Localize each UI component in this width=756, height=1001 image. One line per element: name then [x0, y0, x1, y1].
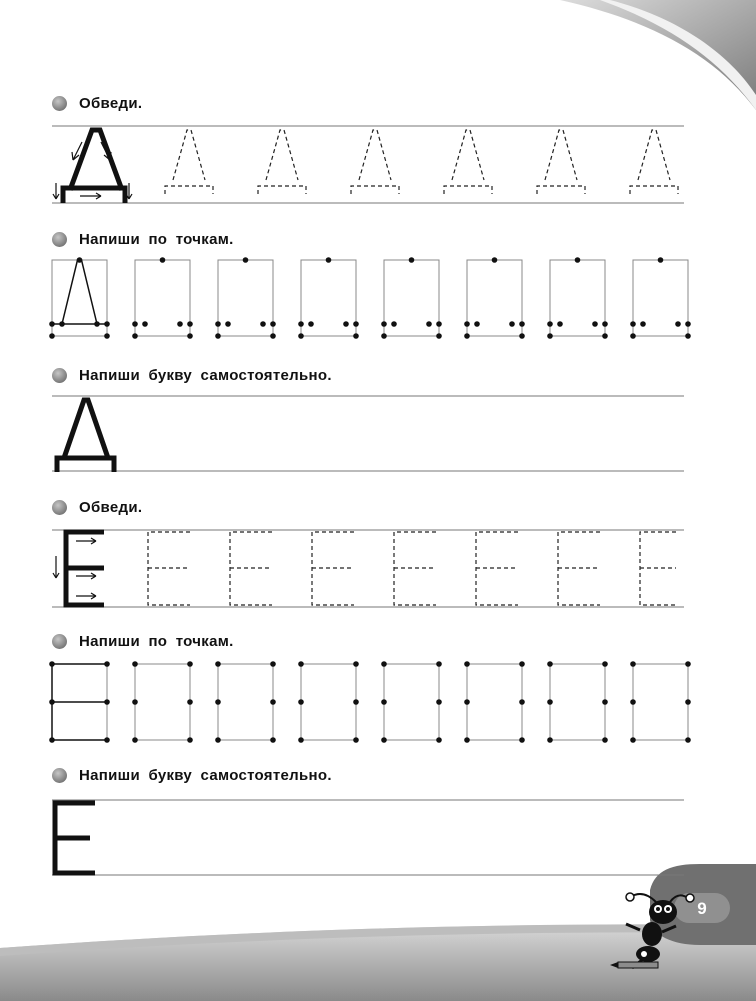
bullet-icon: [52, 500, 67, 515]
letter-d-dashed: [173, 130, 205, 180]
dot-cell: [633, 664, 688, 740]
dot-cell: [384, 664, 439, 740]
dot: [215, 699, 221, 705]
dot: [436, 321, 442, 327]
dot: [298, 699, 304, 705]
dot-cell: [301, 664, 356, 740]
dot: [160, 257, 166, 263]
arrow-icon: [80, 193, 101, 199]
instruction-text: Обведи.: [79, 94, 143, 112]
dot: [142, 321, 148, 327]
dot: [104, 321, 110, 327]
bullet-icon: [52, 634, 67, 649]
dot: [343, 321, 349, 327]
dot: [49, 699, 55, 705]
letter-d-model-base: [57, 458, 114, 472]
dot: [630, 699, 636, 705]
dot: [326, 257, 332, 263]
dot: [436, 333, 442, 339]
arrow-icon: [53, 183, 59, 199]
dot: [509, 321, 515, 327]
arrow-icon: [53, 556, 59, 578]
section-heading-2: [52, 228, 234, 250]
dot: [353, 699, 359, 705]
dot: [187, 661, 193, 667]
bullet-icon: [52, 368, 67, 383]
dot: [298, 661, 304, 667]
dot: [49, 661, 55, 667]
dot: [132, 661, 138, 667]
letter-e-dashed: [476, 532, 518, 605]
letter-d-dashed-base: [630, 186, 678, 194]
letter-d-model: [64, 400, 108, 458]
dot: [547, 737, 553, 743]
dot: [215, 333, 221, 339]
dot: [602, 737, 608, 743]
dot: [225, 321, 231, 327]
dot: [547, 661, 553, 667]
dot: [308, 321, 314, 327]
dot: [187, 321, 193, 327]
letter-d-solid: [70, 130, 122, 190]
dot: [187, 737, 193, 743]
letter-e-model: [55, 803, 95, 873]
dot: [547, 699, 553, 705]
dot: [243, 257, 249, 263]
dot: [519, 699, 525, 705]
dot: [298, 737, 304, 743]
dot: [353, 737, 359, 743]
dot: [104, 333, 110, 339]
instruction-text: Напиши букву самостоятельно.: [79, 366, 332, 384]
dot: [519, 321, 525, 327]
dot: [49, 333, 55, 339]
bullet-icon: [52, 96, 67, 111]
letter-e-dashed: [558, 532, 600, 605]
dot: [426, 321, 432, 327]
dot-cell: [550, 664, 605, 740]
section-heading-3: [52, 364, 332, 386]
dot-cell: [467, 664, 522, 740]
dot: [436, 699, 442, 705]
dot: [132, 333, 138, 339]
bullet-icon: [52, 232, 67, 247]
dot: [602, 699, 608, 705]
dot: [464, 333, 470, 339]
dot: [519, 737, 525, 743]
dot-cell: [218, 664, 273, 740]
dot: [132, 699, 138, 705]
letter-d-dashed: [266, 130, 298, 180]
dot: [104, 737, 110, 743]
dot: [474, 321, 480, 327]
dot: [59, 321, 65, 327]
letter-e-dashed: [230, 532, 272, 605]
dot: [685, 737, 691, 743]
dot: [464, 737, 470, 743]
dot: [215, 661, 221, 667]
dot: [519, 661, 525, 667]
dot: [602, 333, 608, 339]
dot: [298, 321, 304, 327]
dot: [381, 333, 387, 339]
dot: [547, 321, 553, 327]
dot: [592, 321, 598, 327]
dot: [492, 257, 498, 263]
letter-d-dashed: [638, 130, 670, 180]
dot: [658, 257, 664, 263]
dot: [436, 661, 442, 667]
letter-d-dashed-base: [258, 186, 306, 194]
letter-d-dashed-base: [537, 186, 585, 194]
arrow-icon: [76, 538, 96, 544]
dot: [630, 333, 636, 339]
dot: [391, 321, 397, 327]
dot: [49, 737, 55, 743]
dot: [104, 661, 110, 667]
dot: [381, 321, 387, 327]
dot: [270, 333, 276, 339]
pencil-icon: [618, 962, 658, 968]
dot: [464, 699, 470, 705]
dot: [685, 661, 691, 667]
instruction-text: Напиши букву самостоятельно.: [79, 766, 332, 784]
dot: [464, 661, 470, 667]
letter-d-dashed: [359, 130, 391, 180]
arrow-icon: [76, 593, 96, 599]
letter-d-dashed-base: [351, 186, 399, 194]
dot: [519, 333, 525, 339]
section-heading-1: [52, 92, 142, 114]
dot: [630, 737, 636, 743]
dot: [270, 321, 276, 327]
dot: [215, 321, 221, 327]
dot: [381, 661, 387, 667]
dot: [381, 699, 387, 705]
page-number: 9: [697, 899, 707, 918]
letter-d-dashed: [545, 130, 577, 180]
dot: [436, 737, 442, 743]
dot: [685, 321, 691, 327]
bullet-icon: [52, 768, 67, 783]
dot: [602, 661, 608, 667]
letter-d-sample: [52, 260, 107, 324]
dot-cell: [135, 664, 190, 740]
dot: [602, 321, 608, 327]
arrow-icon: [76, 573, 96, 579]
dot: [685, 699, 691, 705]
dot: [640, 321, 646, 327]
dot: [353, 661, 359, 667]
dot: [260, 321, 266, 327]
dot: [132, 321, 138, 327]
dot: [132, 737, 138, 743]
dot: [630, 661, 636, 667]
instruction-text: Обведи.: [79, 498, 143, 516]
letter-e-dashed: [148, 532, 190, 605]
dot: [298, 333, 304, 339]
letter-e-dashed: [394, 532, 436, 605]
dot: [575, 257, 581, 263]
dot: [177, 321, 183, 327]
dot: [270, 737, 276, 743]
dot: [270, 661, 276, 667]
dot: [187, 699, 193, 705]
dot: [547, 333, 553, 339]
dot: [104, 699, 110, 705]
dot: [409, 257, 415, 263]
dot: [353, 333, 359, 339]
dot: [353, 321, 359, 327]
dot: [77, 257, 83, 263]
dot: [215, 737, 221, 743]
letter-d-dashed: [452, 130, 484, 180]
dot: [94, 321, 100, 327]
dot: [381, 737, 387, 743]
instruction-text: Напиши по точкам.: [79, 230, 234, 248]
section-heading-4: [52, 496, 142, 518]
dot: [675, 321, 681, 327]
dot: [49, 321, 55, 327]
dot: [464, 321, 470, 327]
dot: [685, 333, 691, 339]
letter-e-solid: [66, 532, 104, 605]
section-heading-6: [52, 764, 332, 786]
letter-e-sample: [52, 664, 107, 740]
letter-e-dashed: [640, 532, 676, 605]
dot: [557, 321, 563, 327]
letter-d-dashed-base: [165, 186, 213, 194]
dot: [187, 333, 193, 339]
letter-d-dashed-base: [444, 186, 492, 194]
instruction-text: Напиши по точкам.: [79, 632, 234, 650]
dot: [270, 699, 276, 705]
letter-e-dashed: [312, 532, 354, 605]
dot: [630, 321, 636, 327]
section-heading-5: [52, 630, 234, 652]
